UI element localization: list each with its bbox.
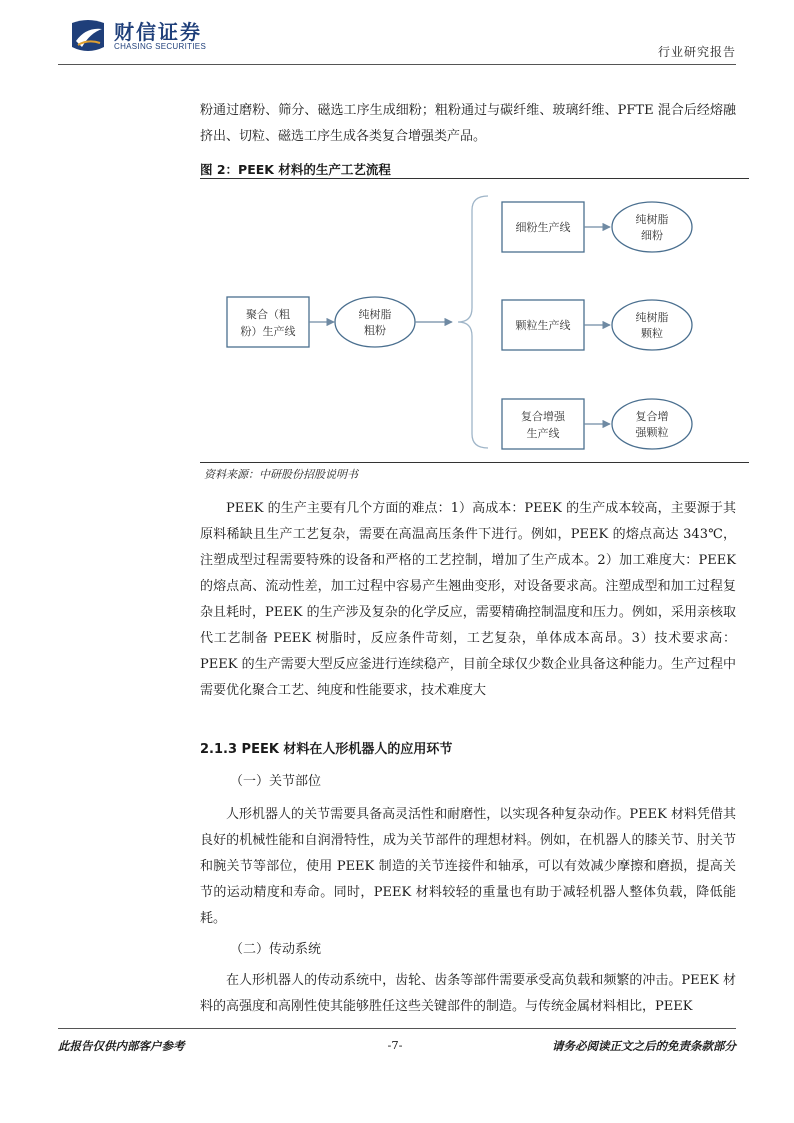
logo-english-name: CHASING SECURITIES	[114, 42, 207, 51]
footer-disclaimer-right: 请务必阅读正文之后的免责条款部分	[552, 1039, 736, 1053]
footer-divider	[58, 1028, 736, 1029]
fine-powder-line-label: 细粉生产线	[515, 221, 571, 234]
fine-powder-output-node	[612, 202, 692, 252]
page-number: -7-	[387, 1038, 403, 1052]
process-flow-diagram	[200, 180, 749, 462]
logo-chinese-name: 财信证券	[114, 20, 202, 44]
composite-line-label-2: 生产线	[526, 427, 560, 440]
subheading-joints: （一）关节部位	[230, 774, 322, 789]
fine-powder-output-label-1: 纯树脂	[635, 213, 669, 226]
start-process-label-2: 粉）生产线	[240, 325, 296, 338]
subheading-transmission: （二）传动系统	[230, 942, 322, 957]
pellet-output-label-1: 纯树脂	[635, 311, 669, 324]
pellet-line-label: 颗粒生产线	[515, 319, 571, 332]
coarse-powder-label-2: 粗粉	[364, 324, 386, 337]
header-divider	[58, 64, 736, 65]
figure-top-rule	[200, 178, 749, 179]
company-logo-icon	[68, 17, 108, 55]
composite-output-label-1: 复合增	[635, 410, 669, 423]
composite-line-label-1: 复合增强	[521, 410, 565, 423]
figure-bottom-rule	[200, 462, 749, 463]
footer-disclaimer-left: 此报告仅供内部客户参考	[58, 1039, 185, 1053]
section-heading: 2.1.3 PEEK 材料在人形机器人的应用环节	[200, 742, 453, 757]
composite-output-node	[612, 399, 692, 449]
intro-paragraph: 粉通过磨粉、筛分、磁选工序生成细粉；粗粉通过与碳纤维、玻璃纤维、PFTE 混合后经熔融挤出、切粒、磁选工序生成各类复合增强类产品。	[200, 103, 736, 144]
coarse-powder-label-1: 纯树脂	[358, 308, 392, 321]
pellet-output-node	[612, 300, 692, 350]
pellet-output-label-2: 颗粒	[641, 327, 663, 340]
joints-paragraph: 人形机器人的关节需要具备高灵活性和耐磨性，以实现各种复杂动作。PEEK 材料凭借其良好的机械性能和自润滑特性，成为关节部件的理想材料。例如，在机器人的膝关节、肘关节和腕关节等部位，使用 PEEK 制造的关节连接件和轴承，可以有效减少摩擦和磨损，提高关节的运动精度和寿命。同时，PEEK 材料较轻的重量也有助于减轻机器人整体负载，降低能耗。	[200, 807, 736, 926]
document-type: 行业研究报告	[657, 45, 736, 59]
fine-powder-output-label-2: 细粉	[641, 229, 663, 242]
start-process-label-1: 聚合（粗	[246, 308, 290, 321]
figure-source: 资料来源：中研股份招股说明书	[204, 468, 358, 481]
transmission-paragraph: 在人形机器人的传动系统中，齿轮、齿条等部件需要承受高负载和频繁的冲击。PEEK 材料的高强度和高刚性使其能够胜任这些关键部件的制造。与传统金属材料相比，PEEK	[200, 973, 736, 1014]
coarse-powder-node	[335, 297, 415, 347]
difficulty-paragraph: PEEK 的生产主要有几个方面的难点：1）高成本：PEEK 的生产成本较高，主要源于其原料稀缺且生产工艺复杂，需要在高温高压条件下进行。例如，PEEK 的熔点高达 343℃，注塑成型过程需要特殊的设备和严格的工艺控制，增加了生产成本。2）加工难度大：PEEK 的熔点高、流动性差，加工过程中容易产生翘曲变形，对设备要求高。注塑成型和加工过程复杂且耗时，PEEK 的生产涉及复杂的化学反应，需要精确控制温度和压力。例如，采用亲核取代工艺制备 PEEK 树脂时，反应条件苛刻，工艺复杂，单体成本高昂。3）技术要求高：PEEK 的生产需要大型反应釜进行连续稳产，目前全球仅少数企业具备这种能力。生产过程中需要优化聚合工艺、纯度和性能要求，技术难度大	[200, 501, 736, 698]
composite-line-box	[502, 399, 584, 449]
start-process-box	[227, 297, 309, 347]
composite-output-label-2: 强颗粒	[635, 426, 669, 439]
figure-title: 图 2：PEEK 材料的生产工艺流程	[200, 162, 391, 177]
branch-bracket	[458, 196, 488, 448]
